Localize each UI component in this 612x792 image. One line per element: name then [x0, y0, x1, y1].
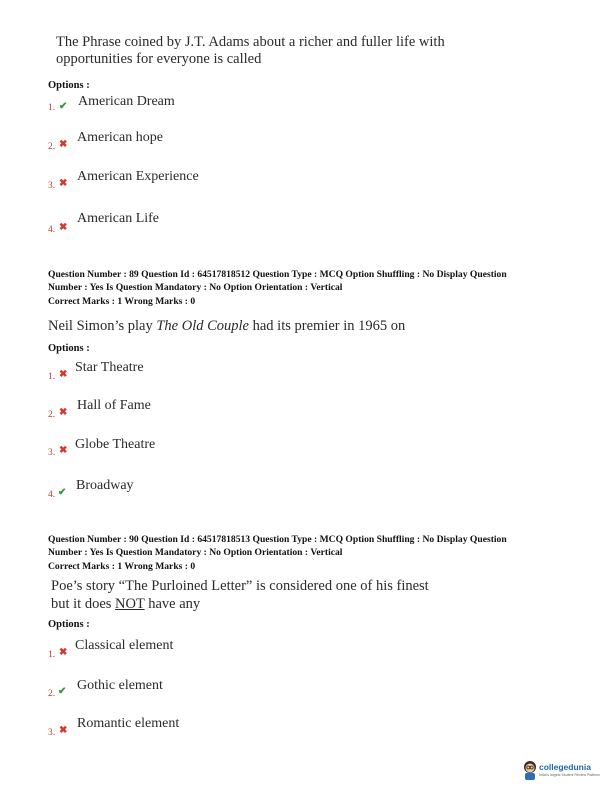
- option-label: Star Theatre: [75, 360, 144, 375]
- option-label: Gothic element: [77, 678, 163, 693]
- option-label: Romantic element: [77, 716, 180, 731]
- option-label: American Dream: [78, 94, 175, 109]
- wrong-cross-icon: ✖: [59, 647, 68, 658]
- question-90-text-line2: [51, 596, 200, 613]
- question-88-text-line1: The Phrase coined by J.T. Adams about a richer and fuller life with: [56, 34, 445, 50]
- option-number: 2.: [48, 410, 56, 420]
- question-89-text-start: Neil Simon’s play: [48, 318, 157, 334]
- question-89-meta-line2: Number : Yes Is Question Mandatory : No Option Orientation : Vertical: [48, 282, 343, 293]
- logo-wordmark: collegedunia: [539, 762, 591, 772]
- wrong-cross-icon: ✖: [59, 369, 68, 380]
- correct-check-icon: ✔: [58, 487, 67, 498]
- question-90-text-line2-start: but it does: [51, 596, 116, 612]
- wrong-cross-icon: ✖: [59, 222, 68, 233]
- wrong-cross-icon: ✖: [59, 445, 68, 456]
- options-header: Options :: [48, 619, 90, 630]
- option-number: 3.: [48, 448, 56, 458]
- question-89-meta-line1: Question Number : 89 Question Id : 64517818512 Question Type : MCQ Option Shuffling : No Display Question: [48, 269, 507, 280]
- option-label: Broadway: [76, 478, 134, 493]
- option-number: 2.: [48, 142, 56, 152]
- wrong-cross-icon: ✖: [59, 139, 68, 150]
- question-89-marks: Correct Marks : 1 Wrong Marks : 0: [48, 296, 196, 307]
- option-label: American hope: [77, 130, 163, 145]
- option-number: 1.: [48, 103, 56, 113]
- option-label: Classical element: [75, 638, 174, 653]
- correct-check-icon: ✔: [59, 101, 68, 112]
- option-label: American Experience: [77, 169, 199, 184]
- mascot-icon: [522, 760, 538, 780]
- option-number: 4.: [48, 490, 56, 500]
- option-number: 1.: [48, 372, 56, 382]
- correct-check-icon: ✔: [58, 686, 67, 697]
- question-88-text-line2: opportunities for everyone is called: [56, 51, 262, 67]
- question-90-meta-line2: Number : Yes Is Question Mandatory : No Option Orientation : Vertical: [48, 547, 343, 558]
- question-90-text-line1: Poe’s story “The Purloined Letter” is considered one of his finest: [51, 578, 429, 594]
- question-90-meta-line1: Question Number : 90 Question Id : 64517818513 Question Type : MCQ Option Shuffling : No Display Question: [48, 534, 507, 545]
- option-number: 2.: [48, 689, 56, 699]
- options-header: Options :: [48, 343, 90, 354]
- question-90-text-line2-end: have any: [144, 596, 201, 612]
- option-number: 4.: [48, 225, 56, 235]
- question-89-text: [48, 318, 405, 335]
- option-label: American Life: [77, 211, 160, 226]
- wrong-cross-icon: ✖: [59, 407, 68, 418]
- option-number: 3.: [48, 728, 56, 738]
- emphasis-not: NOT: [115, 596, 145, 612]
- question-90-marks: Correct Marks : 1 Wrong Marks : 0: [48, 561, 196, 572]
- option-label: Globe Theatre: [75, 437, 156, 452]
- play-title: The Old Couple: [156, 318, 249, 334]
- options-header: Options :: [48, 80, 90, 91]
- question-89-text-end: had its premier in 1965 on: [249, 318, 406, 334]
- option-label: Hall of Fame: [77, 398, 151, 413]
- wrong-cross-icon: ✖: [59, 725, 68, 736]
- logo-tagline: India's largest Student Review Platform: [539, 773, 600, 777]
- option-number: 1.: [48, 650, 56, 660]
- option-number: 3.: [48, 181, 56, 191]
- wrong-cross-icon: ✖: [59, 178, 68, 189]
